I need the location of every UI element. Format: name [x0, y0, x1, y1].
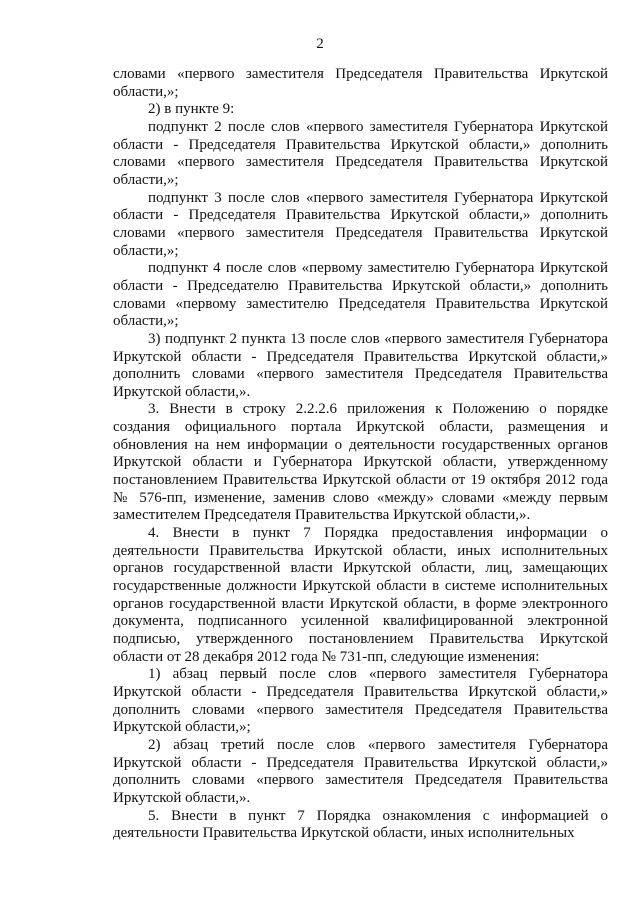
page-number: 2 [316, 36, 324, 52]
paragraph-item-2: 2) в пункте 9: [148, 101, 235, 118]
paragraph-continuation: словами «первого заместителя Председателя Правительства Иркутской области,»; [113, 66, 608, 100]
paragraph-section-3: 3. Внести в строку 2.2.2.6 приложения к Положению о порядке создания официального портала Иркутской области, размещения и обновления на нем информации о деятельности государственных органов Иркутской области и Губернатора Иркутской области, утвержденному постановлением Правительства Иркутской области от 19 октября 2012 года № 576-пп, изменение, заменив слово «между» словами «между первым заместителем Председателя Правительства Иркутской области,». [113, 401, 608, 524]
paragraph-subitem-3: подпункт 3 после слов «первого заместителя Губернатора Иркутской области - Председателя Правительства Иркутской области,» дополнить словами «первого заместителя Председателя Правительства Иркутской области,»; [113, 189, 608, 259]
paragraph-subitem-4: подпункт 4 после слов «первому заместителю Губернатора Иркутской области - Председателю Правительства Иркутской области,» дополнить словами «первому заместителю Председателя Правительства Иркутской области,»; [113, 260, 608, 330]
paragraph-item-3: 3) подпункт 2 пункта 13 после слов «первого заместителя Губернатора Иркутской области - Председателя Правительства Иркутской области,» дополнить словами «первого заместителя Председателя Правительства Иркутской области,». [113, 330, 608, 400]
document-body [113, 66, 608, 843]
paragraph-section-4-item-1: 1) абзац первый после слов «первого заместителя Губернатора Иркутской области - Председателя Правительства Иркутской области,» дополнить словами «первого заместителя Председателя Правительства Иркутской области,»; [113, 666, 608, 736]
paragraph-section-4-item-2: 2) абзац третий после слов «первого заместителя Губернатора Иркутской области - Председателя Правительства Иркутской области,» дополнить словами «первого заместителя Председателя Правительства Иркутской области,». [113, 736, 608, 806]
paragraph-section-5: 5. Внести в пункт 7 Порядка ознакомления с информацией о деятельности Правительства Иркутской области, иных исполнительных [113, 807, 608, 842]
paragraph-subitem-2: подпункт 2 после слов «первого заместителя Губернатора Иркутской области - Председателя Правительства Иркутской области,» дополнить словами «первого заместителя Председателя Правительства Иркутской области,»; [113, 118, 608, 188]
paragraph-section-4: 4. Внести в пункт 7 Порядка предоставления информации о деятельности Правительства Иркутской области, иных исполнительных органов государственной власти Иркутской области, лиц, замещающих государственные должности Иркутской области в системе исполнительных органов государственной власти Иркутской области, в форме электронного документа, подписанного усиленной квалифицированной электронной подписью, утвержденного постановлением Правительства Иркутской области от 28 декабря 2012 года № 731-пп, следующие изменения: [113, 525, 608, 665]
